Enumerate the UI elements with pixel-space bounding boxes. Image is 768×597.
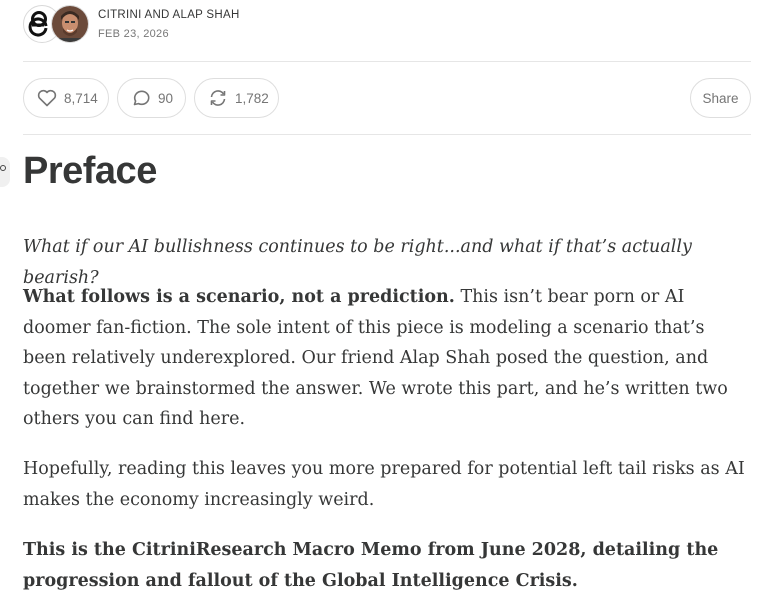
author-names[interactable]: CITRINI AND ALAP SHAH [98, 9, 240, 21]
disclaimer-end: . [239, 409, 246, 429]
heading-anchor-link[interactable] [0, 157, 10, 187]
comment-count: 90 [158, 90, 174, 106]
divider-top [23, 61, 751, 62]
comment-bubble-icon [131, 89, 151, 107]
restack-button[interactable] [194, 78, 279, 118]
post-date: FEB 23, 2026 [98, 28, 169, 40]
comment-button[interactable] [117, 78, 186, 118]
link-icon [0, 165, 6, 171]
paragraph-hope: Hopefully, reading this leaves you more prepared for potential left tail risks as AI makes the economy increasingly weird. [23, 459, 745, 510]
alap-shah-avatar[interactable] [51, 5, 89, 43]
intro-question: What if our AI bullishness continues to be right...and what if that’s actually bearish? [23, 237, 692, 288]
paragraph-memo: This is the CitriniResearch Macro Memo from June 2028, detailing the progression and fallout of the Global Intelligence Crisis. [23, 540, 719, 591]
section-heading: Preface [23, 150, 157, 192]
here-link[interactable]: here [199, 409, 240, 429]
restack-icon [208, 89, 228, 107]
disclaimer-body: This isn’t bear porn or AI doomer fan-fiction. The sole intent of this piece is modeling a scenario that’s been relatively underexplored. Our friend Alap Shah posed the question, and together we brainstormed the answer. We wrote this part, and he’s written two others you can find [23, 287, 728, 429]
share-label: Share [702, 90, 739, 106]
person-photo-icon [52, 6, 88, 42]
byline [23, 5, 743, 45]
like-count: 8,714 [64, 90, 98, 106]
disclaimer-lead: What follows is a scenario, not a prediction. [23, 287, 455, 307]
share-button[interactable] [690, 78, 751, 118]
restack-count: 1,782 [235, 90, 269, 106]
heart-icon [37, 89, 57, 107]
like-button[interactable] [23, 78, 109, 118]
divider-bottom [23, 134, 751, 135]
paragraph-disclaimer [23, 282, 751, 435]
